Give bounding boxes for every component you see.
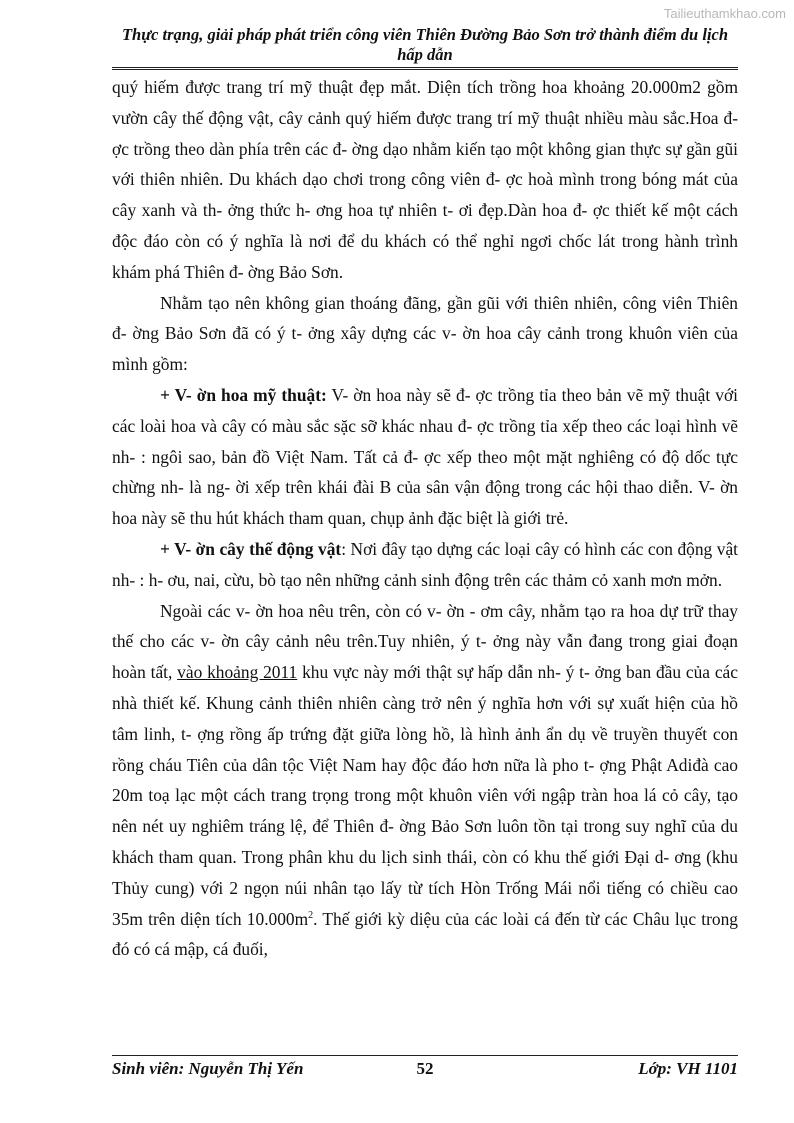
paragraph-2: Nhằm tạo nên không gian thoáng đãng, gần gũi với thiên nhiên, công viên Thiên đ- ờng Bảo Sơn đã có ý t- ởng xây dựng các v- ờn hoa cây cảnh trong khuôn viên của mình gồm: — [112, 292, 738, 375]
footer-divider — [112, 1055, 738, 1056]
paragraph-3-text: V- ờn hoa này sẽ đ- ợc trồng tỉa theo bản vẽ mỹ thuật với các loài hoa và cây có màu sắc sặc sỡ khác nhau đ- ợc trồng tỉa xếp theo các loại hình vẽ nh- : ngôi sao, bản đồ Việt Nam. Tất cả đ- ợc xếp theo một mặt nghiêng có độ dốc tực chừng nh- là ng- ời xếp trên khái đài B của sân vận động trong các hội thao diễn. V- ờn hoa này sẽ thu hút khách tham quan, chụp ảnh đặc biệt là giới trẻ. — [112, 384, 738, 529]
paragraph-4-text: : Nơi đây tạo dựng các loại cây có hình các con động vật nh- : h- ơu, nai, cừu, bò tạo nên những cảnh sinh động trên các thảm cỏ xanh mơn mởn. — [112, 538, 739, 590]
paragraph-5 — [112, 596, 738, 966]
paragraph-4 — [112, 534, 738, 596]
paragraph-5-text-b: khu vực này mới thật sự hấp dẫn nh- ý t- ởng ban đầu của các nhà thiết kế. Khung cảnh thiên nhiên càng trở nên ý nghĩa hơn với sự xuất hiện của hồ tâm linh, t- ợng rồng ấp trứng đặt giữa lòng hồ, là hình ảnh ẩn dụ về truyền thuyết con rồng cháu Tiên của dân tộc Việt Nam hay độc đáo hơn nữa là pho t- ợng Phật Adiđà cao 20m toạ lạc một cách trang trọng trong một khuôn viên với ngập tràn hoa lá cỏ cây, tạo nên nét uy nghiêm tráng lệ, để Thiên đ- ờng Bảo Sơn luôn tồn tại trong suy nghĩ của du khách tham quan. Trong phân khu du lịch sinh thái, còn có khu thế giới Đại d- ơng (khu Thủy cung) với 2 ngọn núi nhân tạo lấy từ tích Hòn Trống Mái nổi tiếng có chiều cao 35m trên diện tích 10.000m — [112, 662, 738, 929]
page-number: 52 — [416, 1059, 434, 1078]
footer-student: Sinh viên: Nguyễn Thị Yến — [112, 1059, 304, 1078]
paragraph-4-heading: + V- ờn cây thế động vật — [160, 538, 342, 559]
paragraph-3 — [112, 380, 738, 534]
page-header-title: Thực trạng, giải pháp phát triển công viên Thiên Đường Bảo Sơn trở thành điểm du lịch hấp dẫn — [121, 25, 729, 64]
superscript-2: 2 — [308, 909, 314, 921]
page-footer — [112, 1059, 738, 1083]
paragraph-1: quý hiếm được trang trí mỹ thuật đẹp mắt. Diện tích trồng hoa khoảng 20.000m2 gồm vườn cây thế động vật, cây cảnh quý hiếm được trang trí mỹ thuật nhiều màu sắc.Hoa đ- ợc trồng theo dàn phía trên các đ- ờng dạo nhằm kiến tạo một không gian thực sự gần gũi với thiên nhiên. Du khách dạo chơi trong công viên đ- ợc hoà mình trong bóng mát của cây xanh và th- ởng thức h- ơng hoa tự nhiên t- ơi đẹp.Dàn hoa đ- ợc thiết kế một cách độc đáo còn có ý nghĩa là nơi để du khách có thể nghỉ ngơi chốc lát trong hành trình khám phá Thiên đ- ờng Bảo Sơn. — [112, 77, 738, 282]
watermark: Tailieuthamkhao.com — [663, 6, 786, 21]
header-divider — [112, 67, 738, 70]
paragraph-3-heading: + V- ờn hoa mỹ thuật: — [160, 384, 327, 405]
paragraph-5-text-c: . Thế giới kỳ diệu của các loài cá đến từ các Châu lục trong đó có cá mập, cá đuối, — [112, 908, 738, 960]
paragraph-5-text-a: Ngoài các v- ờn hoa nêu trên, còn có v- ờn - ơm cây, nhằm tạo ra hoa dự trữ thay thế cho các v- ờn cây cảnh nêu trên.Tuy nhiên, ý t- ởng này vẫn đang trong giai đoạn hoàn tất, — [112, 600, 738, 683]
document-body — [112, 72, 738, 965]
footer-class: Lớp: VH 1101 — [638, 1059, 738, 1078]
underlined-date-text: vào khoảng 2011 — [177, 662, 298, 683]
